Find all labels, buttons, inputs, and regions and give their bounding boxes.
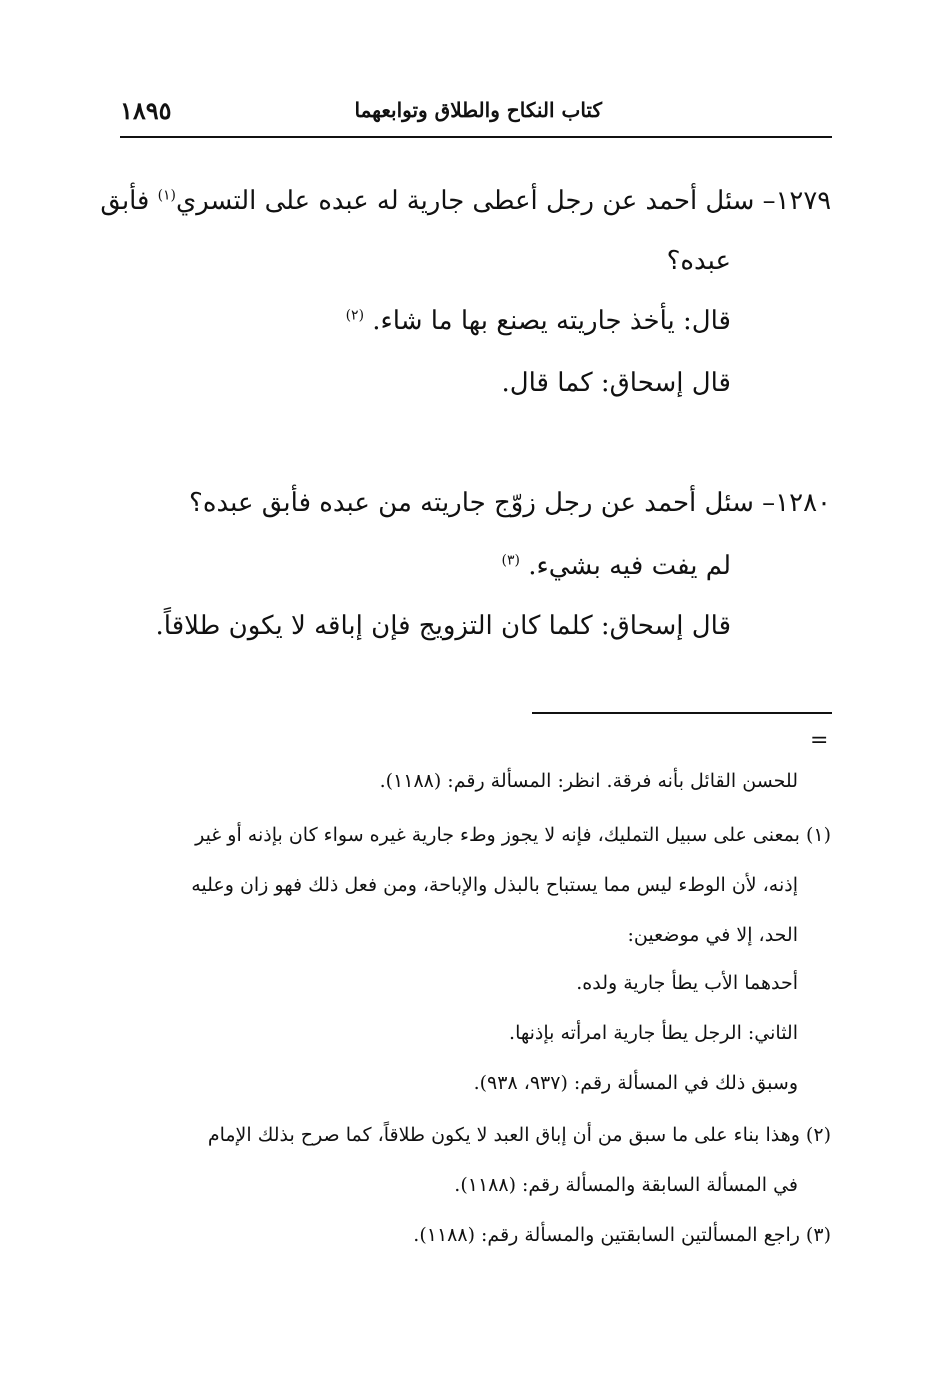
question-1279-line-1: ١٢٧٩– سئل أحمد عن رجل أعطى جارية له عبده على التسري$^{(١)}$ فأبق — [100, 186, 831, 216]
continuation-mark: = — [810, 728, 829, 753]
footnote-3: (٣) راجع المسألتين السابقتين والمسألة رقم: (١١٨٨). — [413, 1224, 831, 1246]
footnote-ref-3: (٣) — [501, 552, 520, 569]
answer-1279: قال: يأخذ جاريته يصنع بها ما شاء. $^{(٢)}$ — [345, 306, 731, 336]
footnote-ref-2: (٢) — [345, 307, 365, 324]
ishaq-1279: قال إسحاق: كما قال. — [501, 368, 731, 398]
question-1279-line-2: عبده؟ — [666, 246, 731, 276]
answer-1280: لم يفت فيه بشيء. $^{(٣)}$ — [501, 551, 731, 581]
footnote-1-line-6: وسبق ذلك في المسألة رقم: (٩٣٧، ٩٣٨). — [473, 1072, 798, 1094]
footnote-2-line-1: (٢) وهذا بناء على ما سبق من أن إباق العبد لا يكون طلاقاً، كما صرح بذلك الإمام — [207, 1124, 831, 1146]
footnote-ref-1: (١) — [157, 187, 176, 204]
footnote-1-line-3: الحد، إلا في موضعين: — [627, 924, 798, 946]
ishaq-1280: قال إسحاق: كلما كان التزويج فإن إباقه لا يكون طلاقاً. — [155, 611, 731, 641]
footnote-2-line-2: في المسألة السابقة والمسألة رقم: (١١٨٨). — [454, 1174, 798, 1196]
header-rule — [120, 136, 832, 138]
footnote-separator — [532, 712, 832, 714]
footnote-continued: للحسن القائل بأنه فرقة. انظر: المسألة رقم: (١١٨٨). — [379, 770, 798, 792]
book-title: كتاب النكاح والطلاق وتوابعهما — [354, 98, 602, 122]
running-header — [120, 96, 832, 130]
footnote-1-line-2: إذنه، لأن الوطء ليس مما يستباح بالبذل والإباحة، ومن فعل ذلك فهو زان وعليه — [191, 874, 798, 896]
page-number: ١٨٩٥ — [120, 96, 172, 125]
footnote-1-line-5: الثاني: الرجل يطأ جارية امرأته بإذنها. — [509, 1022, 798, 1044]
question-1280: ١٢٨٠– سئل أحمد عن رجل زوّج جاريته من عبده فأبق عبده؟ — [189, 488, 831, 518]
footnote-1-line-4: أحدهما الأب يطأ جارية ولده. — [576, 972, 798, 994]
footnote-1-line-1: (١) بمعنى على سبيل التمليك، فإنه لا يجوز وطء جارية غيره سواء كان بإذنه أو غير — [195, 824, 831, 846]
